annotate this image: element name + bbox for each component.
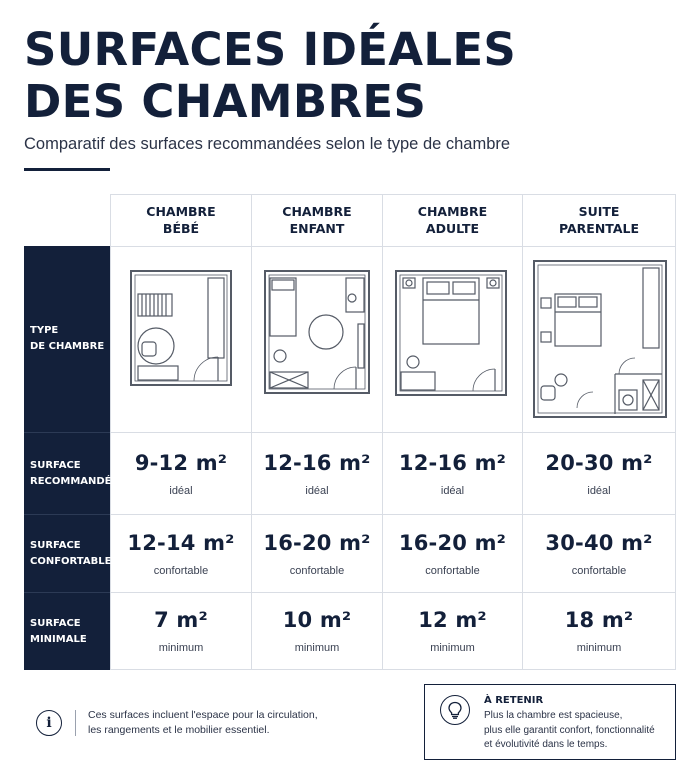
column-header-enfant: CHAMBRE ENFANT [282, 204, 352, 236]
comfortable-bebe: 12-14 m² confortable [127, 530, 235, 577]
page-subtitle: Comparatif des surfaces recommandées selon le type de chambre [24, 135, 511, 153]
recommended-bebe: 9-12 m² idéal [134, 450, 228, 497]
grid-line [110, 246, 676, 247]
grid-line [110, 669, 676, 670]
row-header-minimum: SURFACE MINIMALE [24, 592, 110, 670]
comfortable-adulte: 16-20 m² confortable [398, 530, 507, 577]
footer-note [24, 692, 400, 754]
retain-title: À RETENIR [484, 695, 544, 706]
floor-plan-adulte [393, 268, 509, 398]
page-title [24, 24, 516, 128]
minimum-adulte: 12 m² minimum [418, 608, 487, 654]
comfortable-enfant: 16-20 m² confortable [263, 530, 371, 577]
grid-line [675, 194, 676, 670]
comfortable-suite: 30-40 m² confortable [545, 530, 653, 577]
comparison-table [24, 194, 676, 670]
column-header-suite: SUITE PARENTALE [558, 204, 640, 236]
info-icon: i [36, 710, 62, 736]
row-header-recommended: SURFACE RECOMMANDÉE [24, 432, 110, 514]
note-divider [75, 710, 76, 736]
title-line-1: SURFACES IDÉALES [24, 23, 517, 76]
lightbulb-icon [440, 695, 470, 725]
note-text: Ces surfaces incluent l'espace pour la circulation, les rangements et le mobilier essentiel. [88, 709, 318, 736]
recommended-adulte: 12-16 m² idéal [398, 450, 507, 497]
row-header-type: TYPE DE CHAMBRE [24, 246, 110, 432]
recommended-suite: 20-30 m² idéal [545, 450, 653, 497]
floor-plan-suite [531, 258, 669, 420]
retain-text: Plus la chambre est spacieuse, plus elle garantit confort, fonctionnalité et évolutivité dans le temps. [484, 710, 655, 750]
title-underline [24, 168, 110, 171]
minimum-bebe: 7 m² minimum [154, 608, 208, 654]
row-header-comfortable: SURFACE CONFORTABLE [24, 514, 110, 592]
floor-plan-enfant [262, 268, 372, 396]
recommended-enfant: 12-16 m² idéal [263, 450, 371, 497]
column-header-bebe: CHAMBRE BÉBÉ [146, 204, 216, 236]
minimum-enfant: 10 m² minimum [282, 608, 352, 654]
column-header-adulte: CHAMBRE ADULTE [417, 204, 488, 236]
title-line-2: DES CHAMBRES [24, 75, 427, 128]
minimum-suite: 18 m² minimum [564, 608, 634, 654]
floor-plan-bebe [128, 268, 234, 388]
retain-box [424, 684, 676, 760]
